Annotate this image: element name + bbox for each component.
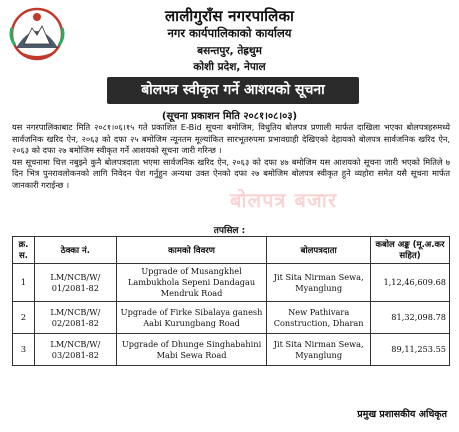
header-bidder: बोलपत्रदाता xyxy=(267,237,371,264)
bid-details-table xyxy=(12,236,450,366)
cell-serial: 2 xyxy=(13,302,35,334)
office-name: नगर कार्यपालिकाको कार्यालय xyxy=(167,26,292,40)
cell-work-description: Upgrade of Firke Sibalaya ganesh Aabi Kurungbang Road xyxy=(116,302,266,334)
cell-contract-no: LM/NCB/W/ 01/2081-82 xyxy=(34,264,116,302)
cell-serial: 3 xyxy=(13,334,35,366)
table-row xyxy=(13,334,450,366)
table-row xyxy=(13,302,450,334)
header-work-description: कामको विवरण xyxy=(116,237,266,264)
signatory-title: प्रमुख प्रशासकीय अधिकृत xyxy=(357,409,447,420)
cell-work-description: Upgrade of Musangkhel Lambukhola Sepeni Dandagau Mendruk Road xyxy=(116,264,266,302)
cell-contract-no: LM/NCB/W/ 03/2081-82 xyxy=(34,334,116,366)
cell-bidder: Jit Sita Nirman Sewa, Myanglung xyxy=(267,334,371,366)
cell-contract-no: LM/NCB/W/ 02/2081-82 xyxy=(34,302,116,334)
table-caption: तपसिल : xyxy=(213,226,246,236)
cell-bidder: Jit Sita Nirman Sewa, Myanglung xyxy=(267,264,371,302)
watermark-text: बोलपत्र बजार xyxy=(230,188,338,212)
cell-bidder: New Pathivara Construction, Dharan xyxy=(267,302,371,334)
header-serial: क्र. स. xyxy=(13,237,35,264)
cell-work-description: Upgrade of Dhunge Singhabahini Mabi Sewa Road xyxy=(116,334,266,366)
cell-bid-amount: 1,12,46,609.68 xyxy=(371,264,450,302)
header-contract-no: ठेक्का नं. xyxy=(34,237,116,264)
notice-title-banner: बोलपत्र स्वीकृत गर्ने आशयको सूचना xyxy=(107,77,359,104)
table-header-row xyxy=(13,237,450,264)
cell-bid-amount: 81,32,098.78 xyxy=(371,302,450,334)
municipality-name: लालीगुराँस नगरपालिका xyxy=(164,7,295,25)
table-row xyxy=(13,264,450,302)
publication-date: (सूचना प्रकाशन मिति २०८१।०८।०३) xyxy=(161,111,298,122)
cell-serial: 1 xyxy=(13,264,35,302)
notice-body xyxy=(12,122,450,192)
office-address: बसन्तपुर, तेह्रथुम xyxy=(197,45,262,57)
notice-paragraph-2: यस सूचनामा चित्त नबुझ्ने कुनै बोलपत्रदाता भएमा सार्वजनिक खरिद ऐन, २०६३ को दफा ४७ बमोजिम यस आशयको सूचना जारी भएको मितिले ७ दिन भित्र पुनरावलोकनको लागि निवेदन पेश गर्नुहुन अन्यथा उक्त ऐनको दफा २७ बमोजिम बोलपत्र स्वीकृत हुने व्यहोरा समेत यसै सूचना मार्फत जानकारी गराईन्छ । xyxy=(12,156,450,190)
province-name: कोशी प्रदेश, नेपाल xyxy=(193,61,266,73)
header-bid-amount: कबोल अङ्क (मू.अ.कर सहित) xyxy=(371,237,450,264)
cell-bid-amount: 89,11,253.55 xyxy=(371,334,450,366)
notice-paragraph-1: यस नगरपालिकाबाट मिति २०८१।०६।१५ गते प्रकाशित E-Bid सूचना बमोजिम, विधुतिय बोलपत्र प्रणाली मार्फत दाखिला भएका बोलपत्रहरुमध्ये सार्वजनिक खरिद ऐन, २०६३ को दफा २५ बमोजिम न्यूनतम मूल्यांकित सारभूतरुपमा प्रभावग्राही देखिएको देहायको बोलपत्र सार्वजनिक खरिद ऐन, २०६३ को दफा २७ बमोजिम स्वीकृत गर्ने आशयको सूचना जारी गरिन्छ । xyxy=(12,122,450,156)
